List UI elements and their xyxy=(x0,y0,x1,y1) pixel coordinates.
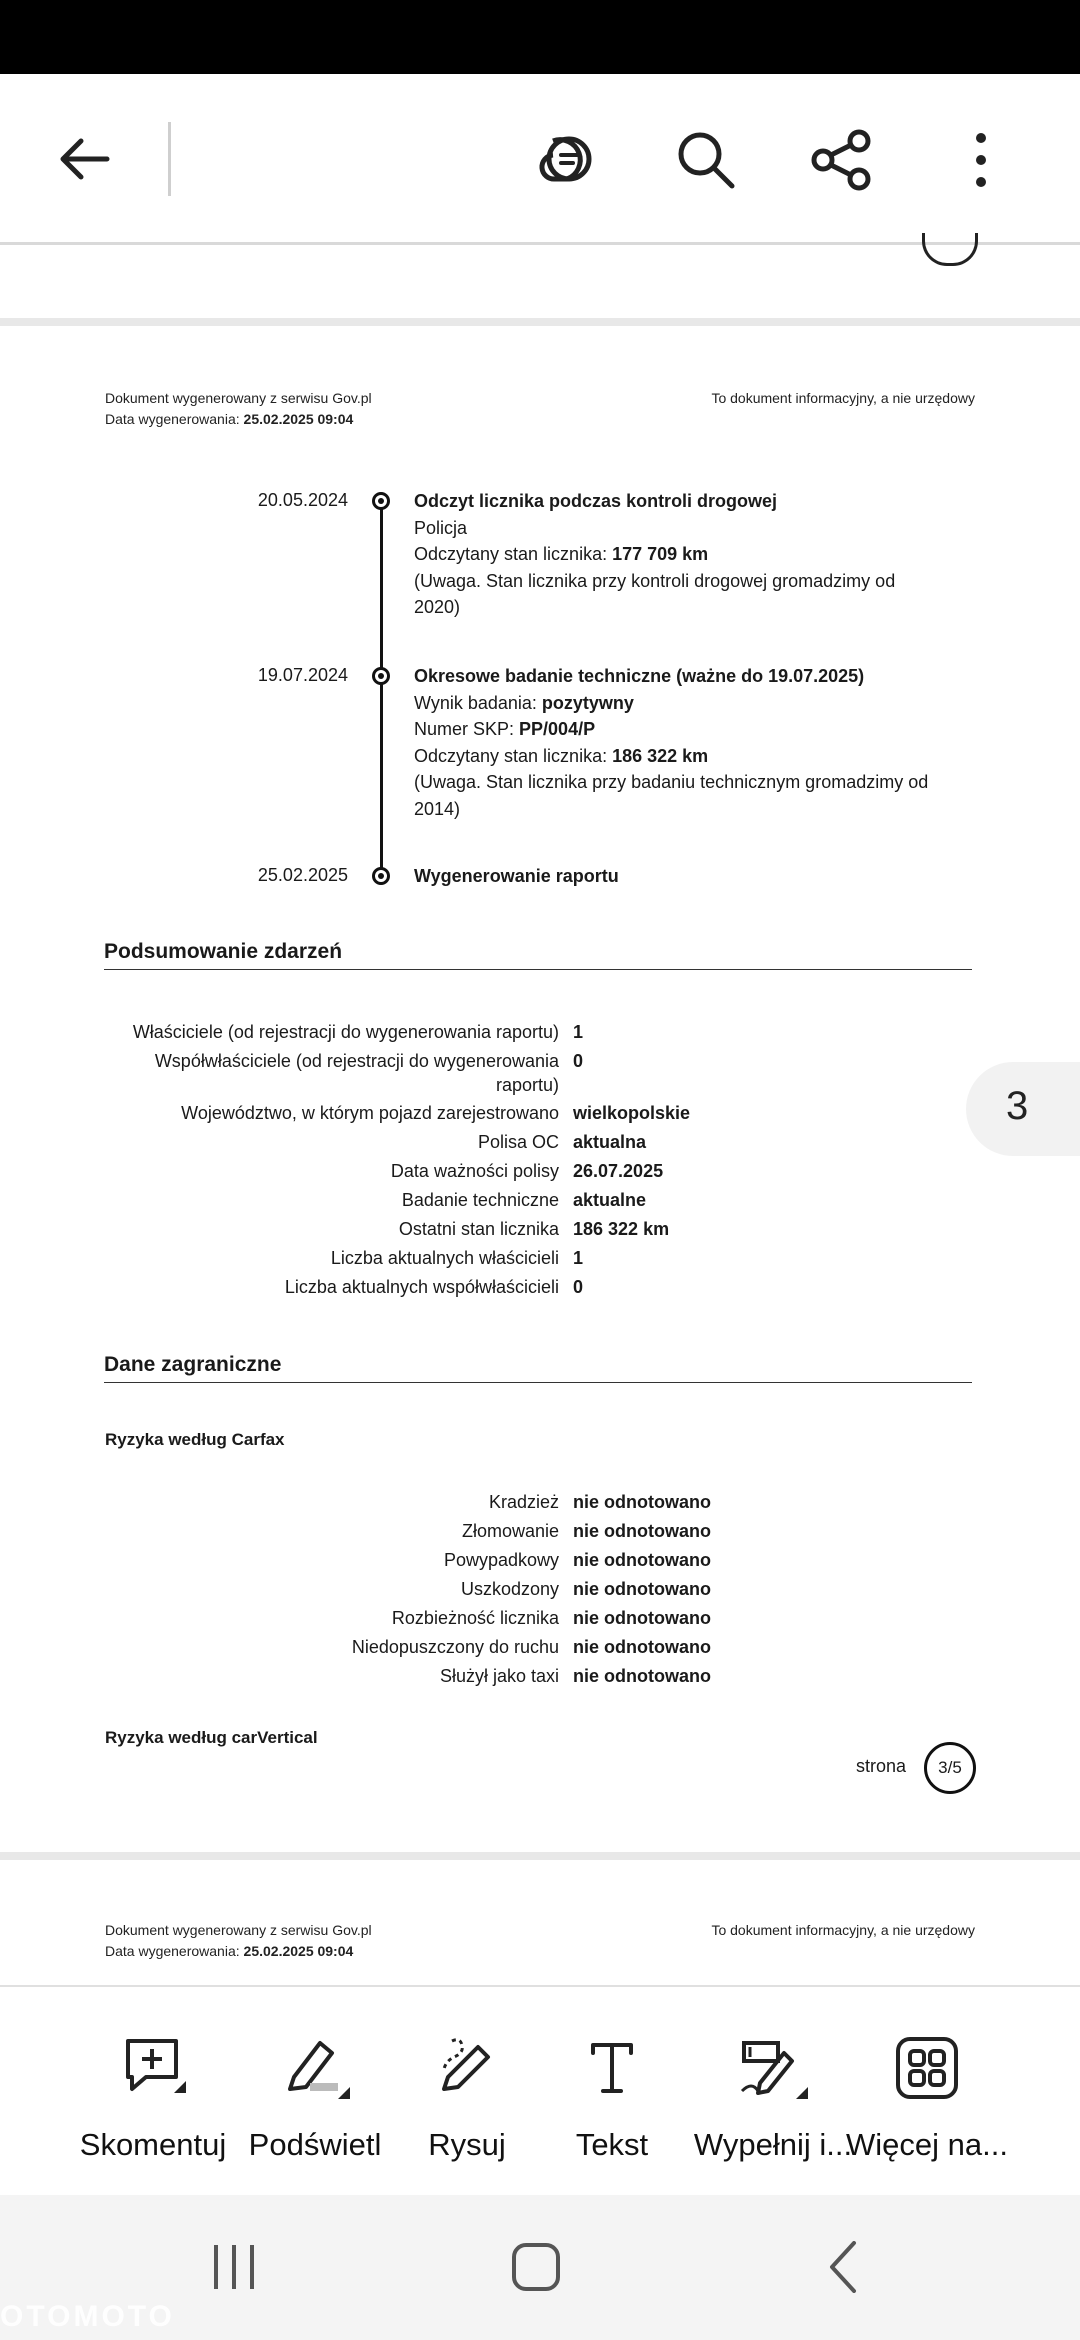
watermark: OTOMOTO xyxy=(0,2300,175,2333)
row-label: Powypadkowy xyxy=(443,1550,559,1570)
odometer-value: 186 322 km xyxy=(612,745,709,766)
tool-fill-sign[interactable] xyxy=(688,1987,858,2197)
row-label: Złomowanie xyxy=(461,1521,559,1541)
tool-label: Skomentuj xyxy=(79,2127,227,2162)
row-value: wielkopolskie xyxy=(573,1103,691,1123)
timeline-title: Okresowe badanie techniczne (ważne do 19.07.2025) xyxy=(414,666,865,686)
share-icon[interactable] xyxy=(806,124,878,196)
carvertical-title: Ryzyka według carVertical xyxy=(105,1728,318,1747)
row-value: nie odnotowano xyxy=(573,1550,711,1570)
timeline-title: Wygenerowanie raportu xyxy=(414,866,619,886)
section-title-foreign: Dane zagraniczne xyxy=(104,1353,282,1376)
skp-label: Numer SKP: xyxy=(414,719,520,739)
row-value: 1 xyxy=(573,1248,584,1268)
timeline-source: Policja xyxy=(414,517,468,538)
row-value: nie odnotowano xyxy=(573,1608,711,1628)
search-icon[interactable] xyxy=(670,124,742,196)
row-label: Polisa OC xyxy=(477,1132,559,1152)
page-indicator-number: 3 xyxy=(1006,1084,1029,1128)
page-footer-number: 3/5 xyxy=(924,1742,976,1794)
tool-label: Wypełnij i... xyxy=(693,2127,853,2162)
row-value: 0 xyxy=(573,1051,584,1071)
timeline-note: (Uwaga. Stan licznika przy badaniu technicznym gromadzimy od 2014) xyxy=(414,772,929,819)
row-label: Ostatni stan licznika xyxy=(398,1219,559,1239)
row-value: 1 xyxy=(573,1022,584,1042)
row-label: Służył jako taxi xyxy=(439,1666,559,1686)
timeline-note: (Uwaga. Stan licznika przy kontroli drogowej gromadzimy od 2020) xyxy=(414,570,896,617)
generated-date-value: 25.02.2025 09:04 xyxy=(243,1943,354,1959)
timeline-date: 25.02.2025 xyxy=(257,865,348,885)
carfax-title: Ryzyka według Carfax xyxy=(105,1430,285,1449)
timeline-dot xyxy=(372,867,390,885)
row-label: Liczba aktualnych właścicieli xyxy=(330,1248,559,1268)
row-label: Współwłaściciele (od rejestracji do wygenerowania raportu) xyxy=(154,1051,559,1095)
home-icon[interactable] xyxy=(510,2241,562,2293)
row-value: 186 322 km xyxy=(573,1219,670,1239)
page-indicator[interactable] xyxy=(966,1062,1080,1156)
annotation-toolbar xyxy=(0,1985,1080,2197)
doc-header-left xyxy=(105,390,372,427)
tool-comment[interactable] xyxy=(68,1987,238,2197)
doc-source: Dokument wygenerowany z serwisu Gov.pl xyxy=(105,390,372,406)
back-arrow-icon[interactable] xyxy=(50,124,120,194)
grid-more-icon xyxy=(892,2033,962,2103)
row-label: Data ważności polisy xyxy=(390,1161,559,1181)
row-label: Właściciele (od rejestracji do wygenerowania raportu) xyxy=(132,1022,559,1042)
tool-label: Więcej na... xyxy=(846,2127,1008,2162)
timeline-dot xyxy=(372,492,390,510)
tool-more[interactable] xyxy=(842,1987,1012,2197)
timeline-line xyxy=(380,501,383,878)
timeline-entry xyxy=(414,863,934,890)
tool-text[interactable] xyxy=(527,1987,697,2197)
doc-header-right: To dokument informacyjny, a nie urzędowy xyxy=(711,390,975,406)
odometer-label: Odczytany stan licznika: xyxy=(414,745,613,766)
fill-sign-icon xyxy=(738,2033,808,2103)
section-title-summary: Podsumowanie zdarzeń xyxy=(104,940,343,963)
doc-header-left xyxy=(105,1922,372,1959)
page-separator xyxy=(0,1852,1080,1860)
row-value: nie odnotowano xyxy=(573,1492,711,1512)
page-footer-label: strona xyxy=(856,1756,907,1776)
generated-date-value: 25.02.2025 09:04 xyxy=(243,411,354,427)
row-value: aktualne xyxy=(573,1190,647,1210)
row-value: aktualna xyxy=(573,1132,647,1152)
page-number-circle xyxy=(922,233,978,266)
timeline-dot xyxy=(372,667,390,685)
tool-label: Rysuj xyxy=(428,2127,506,2162)
row-label: Liczba aktualnych współwłaścicieli xyxy=(284,1277,559,1297)
row-label: Rozbieżność licznika xyxy=(391,1608,559,1628)
row-label: Kradzież xyxy=(488,1492,559,1512)
status-bar xyxy=(0,0,1080,74)
more-vert-icon[interactable] xyxy=(945,124,1017,196)
row-value: nie odnotowano xyxy=(573,1579,711,1599)
doc-header-right: To dokument informacyjny, a nie urzędowy xyxy=(711,1922,975,1938)
row-value: nie odnotowano xyxy=(573,1666,711,1686)
doc-source: Dokument wygenerowany z serwisu Gov.pl xyxy=(105,1922,372,1938)
odometer-value: 177 709 km xyxy=(612,544,709,564)
row-value: nie odnotowano xyxy=(573,1521,711,1541)
top-toolbar xyxy=(0,74,1080,245)
comment-add-icon xyxy=(118,2033,188,2103)
row-label: Województwo, w którym pojazd zarejestrowano xyxy=(181,1103,559,1123)
timeline-title: Odczyt licznika podczas kontroli drogowej xyxy=(414,491,778,511)
row-label: Niedopuszczony do ruchu xyxy=(351,1637,559,1657)
row-label: Uszkodzony xyxy=(460,1579,559,1599)
section-rule xyxy=(104,969,972,970)
tool-label: Tekst xyxy=(575,2127,649,2162)
recent-apps-icon[interactable] xyxy=(208,2241,260,2293)
row-value: 26.07.2025 xyxy=(573,1161,664,1181)
row-label: Badanie techniczne xyxy=(401,1190,559,1210)
odometer-label: Odczytany stan licznika: xyxy=(414,544,613,564)
row-value: nie odnotowano xyxy=(573,1637,711,1657)
page-separator xyxy=(0,318,1080,326)
generated-date-label: Data wygenerowania: xyxy=(105,1943,244,1959)
text-icon xyxy=(577,2033,647,2103)
timeline-date: 19.07.2024 xyxy=(257,665,348,685)
timeline-date: 20.05.2024 xyxy=(257,490,348,510)
highlighter-icon xyxy=(280,2033,350,2103)
previous-page-bottom xyxy=(0,245,1080,325)
skp-value: PP/004/P xyxy=(519,719,596,739)
timeline-entry xyxy=(414,663,934,822)
pdf-page xyxy=(0,326,1080,1852)
result-label: Wynik badania: xyxy=(414,692,542,713)
section-rule xyxy=(104,1382,972,1383)
comment-list-icon[interactable] xyxy=(530,124,602,196)
generated-date-label: Data wygenerowania: xyxy=(105,411,244,427)
back-icon[interactable] xyxy=(818,2241,870,2293)
tool-highlight[interactable] xyxy=(230,1987,400,2197)
toolbar-divider xyxy=(168,122,171,196)
pdf-page-next xyxy=(0,1860,1080,1984)
tool-label: Podświetl xyxy=(248,2127,382,2162)
draw-pen-icon xyxy=(432,2033,502,2103)
timeline-entry xyxy=(414,488,934,621)
row-value: 0 xyxy=(573,1277,584,1297)
result-value: pozytywny xyxy=(541,692,634,713)
